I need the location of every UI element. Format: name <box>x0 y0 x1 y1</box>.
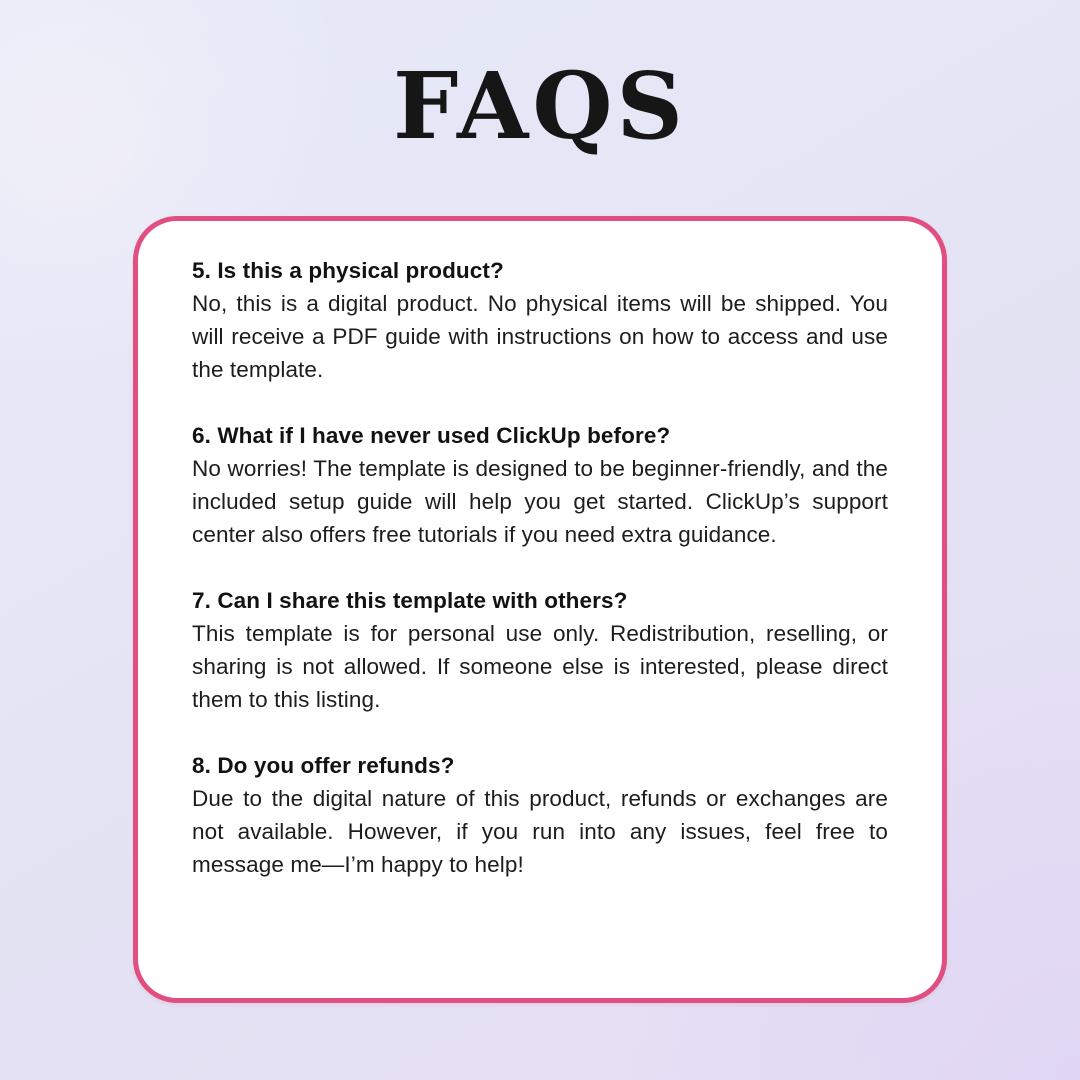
faq-question-5: 5. Is this a physical product? <box>192 258 504 283</box>
faq-answer-6: No worries! The template is designed to be beginner-friendly, and the included setup guide will help you get started. ClickUp’s support center also offers free tutorials if you need extra guidance. <box>192 456 888 547</box>
faq-answer-5: No, this is a digital product. No physical items will be shipped. You will receive a PDF guide with instructions on how to access and use the template. <box>192 291 888 382</box>
faq-question-7: 7. Can I share this template with others? <box>192 588 628 613</box>
faq-answer-8: Due to the digital nature of this product, refunds or exchanges are not available. However, if you run into any issues, feel free to message me—I’m happy to help! <box>192 786 888 877</box>
faq-item-6 <box>192 419 888 551</box>
faq-item-5 <box>192 254 888 386</box>
faq-answer-7: This template is for personal use only. Redistribution, reselling, or sharing is not allowed. If someone else is interested, please direct them to this listing. <box>192 621 888 712</box>
faq-item-8 <box>192 749 888 881</box>
page-title: FAQS <box>393 52 687 160</box>
faq-item-7 <box>192 584 888 716</box>
faq-question-6: 6. What if I have never used ClickUp before? <box>192 423 671 448</box>
faq-card <box>133 216 947 1003</box>
faq-question-8: 8. Do you offer refunds? <box>192 753 455 778</box>
